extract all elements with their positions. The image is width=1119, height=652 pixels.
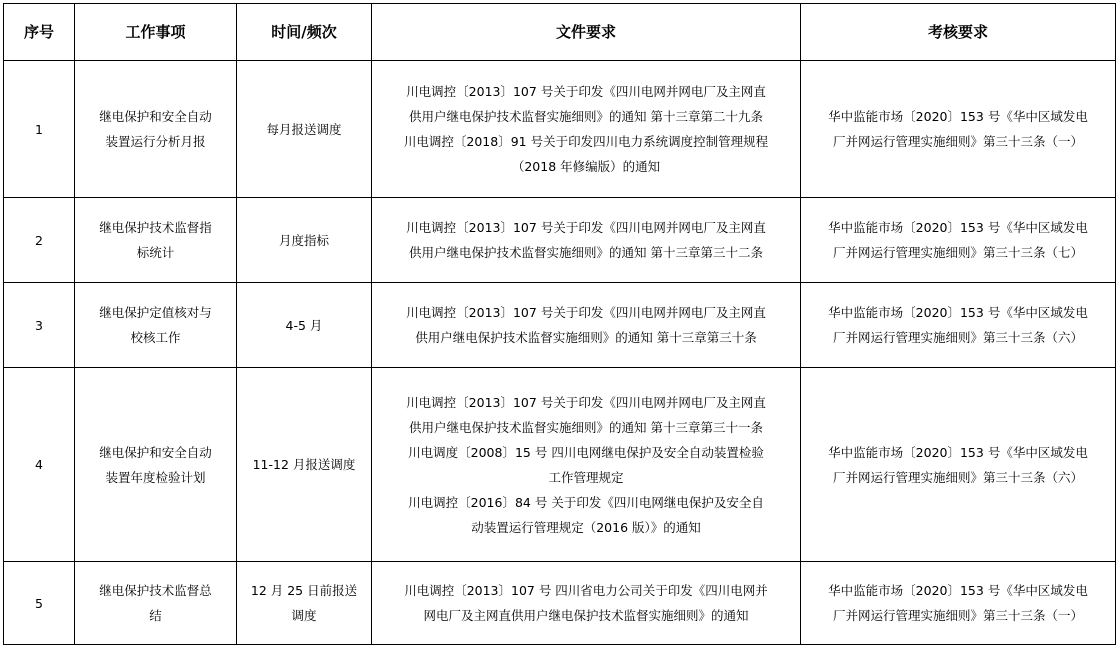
- cell-text: 11-12 月报送调度: [252, 457, 356, 472]
- cell-text: 厂并网运行管理实施细则》第三十三条（七）: [832, 245, 1083, 260]
- cell-frequency: [237, 562, 372, 645]
- header-document: 文件要求: [372, 4, 801, 61]
- cell-text: 川电调控〔2013〕107 号关于印发《四川电网并网电厂及主网直: [406, 84, 766, 99]
- cell-text: 川电调控〔2013〕107 号关于印发《四川电网并网电厂及主网直: [406, 394, 766, 410]
- cell-text: 华中监能市场〔2020〕153 号《华中区域发电: [828, 220, 1088, 235]
- cell-task: [75, 61, 237, 198]
- cell-no: 4: [4, 368, 75, 562]
- cell-no: 3: [4, 283, 75, 368]
- cell-task: [75, 283, 237, 368]
- cell-text: 4-5 月: [285, 317, 323, 333]
- cell-text: 继电保护技术监督指: [99, 220, 212, 235]
- table-row: [4, 198, 1116, 283]
- table-row: [4, 562, 1116, 645]
- cell-frequency: [237, 283, 372, 368]
- cell-document: [372, 61, 801, 198]
- cell-text: 工作管理规定: [548, 469, 624, 485]
- cell-no: 5: [4, 562, 75, 645]
- cell-text: 厂并网运行管理实施细则》第三十三条（六）: [832, 469, 1083, 485]
- cell-document: [372, 283, 801, 368]
- cell-text: 川电调控〔2013〕107 号关于印发《四川电网并网电厂及主网直: [406, 220, 766, 235]
- header-row: [4, 4, 1116, 61]
- header-frequency: 时间/频次: [237, 4, 372, 61]
- cell-no: 2: [4, 198, 75, 283]
- cell-no: 1: [4, 61, 75, 198]
- cell-text: 继电保护和安全自动: [99, 109, 212, 124]
- header-no: 序号: [4, 4, 75, 61]
- cell-text: 继电保护技术监督总: [99, 583, 212, 598]
- table-row: [4, 61, 1116, 198]
- cell-text: 调度: [291, 608, 317, 623]
- cell-text: 华中监能市场〔2020〕153 号《华中区域发电: [828, 305, 1088, 320]
- cell-text: 厂并网运行管理实施细则》第三十三条（一）: [832, 608, 1083, 623]
- cell-text: 每月报送调度: [266, 121, 342, 137]
- cell-text: 继电保护定值核对与: [99, 305, 212, 320]
- cell-task: [75, 368, 237, 562]
- cell-text: （2018 年修编版）的通知: [511, 159, 661, 174]
- cell-text: 供用户继电保护技术监督实施细则》的通知 第十三章第二十九条: [409, 109, 763, 124]
- cell-text: 动装置运行管理规定（2016 版）》的通知: [471, 519, 701, 535]
- cell-assessment: [801, 368, 1116, 562]
- cell-document: [372, 368, 801, 562]
- cell-text: 供用户继电保护技术监督实施细则》的通知 第十三章第三十二条: [409, 245, 763, 260]
- cell-text: 厂并网运行管理实施细则》第三十三条（一）: [832, 134, 1083, 149]
- cell-text: 华中监能市场〔2020〕153 号《华中区域发电: [828, 583, 1088, 598]
- cell-text: 标统计: [136, 245, 175, 260]
- cell-assessment: [801, 283, 1116, 368]
- cell-text: 厂并网运行管理实施细则》第三十三条（六）: [832, 330, 1083, 345]
- cell-text: 结: [149, 608, 162, 623]
- cell-text: 川电调控〔2013〕107 号 四川省电力公司关于印发《四川电网并: [404, 583, 768, 598]
- header-assessment: 考核要求: [801, 4, 1116, 61]
- cell-text: 继电保护和安全自动: [99, 444, 212, 460]
- cell-assessment: [801, 61, 1116, 198]
- cell-frequency: [237, 368, 372, 562]
- cell-document: [372, 198, 801, 283]
- cell-text: 川电调控〔2013〕107 号关于印发《四川电网并网电厂及主网直: [406, 305, 766, 320]
- cell-frequency: [237, 198, 372, 283]
- cell-text: 供用户继电保护技术监督实施细则》的通知 第十三章第三十条: [415, 330, 757, 345]
- cell-text: 装置年度检验计划: [105, 469, 206, 485]
- cell-document: [372, 562, 801, 645]
- header-task: 工作事项: [75, 4, 237, 61]
- cell-text: 华中监能市场〔2020〕153 号《华中区域发电: [828, 109, 1088, 124]
- cell-text: 华中监能市场〔2020〕153 号《华中区域发电: [828, 444, 1088, 460]
- cell-text: 12 月 25 日前报送: [250, 583, 358, 598]
- cell-text: 网电厂及主网直供用户继电保护技术监督实施细则》的通知: [423, 608, 749, 623]
- cell-text: 川电调控〔2018〕91 号关于印发四川电力系统调度控制管理规程: [403, 134, 769, 149]
- cell-task: [75, 562, 237, 645]
- cell-assessment: [801, 198, 1116, 283]
- cell-text: 川电调控〔2016〕84 号 关于印发《四川电网继电保护及安全自: [408, 494, 764, 510]
- cell-text: 川电调度〔2008〕15 号 四川电网继电保护及安全自动装置检验: [408, 444, 764, 460]
- cell-frequency: [237, 61, 372, 198]
- requirements-table: [3, 3, 1116, 645]
- cell-text: 月度指标: [278, 232, 329, 248]
- table-row: [4, 283, 1116, 368]
- table-row: [4, 368, 1116, 562]
- cell-text: 装置运行分析月报: [105, 134, 206, 149]
- cell-text: 校核工作: [130, 330, 181, 345]
- cell-task: [75, 198, 237, 283]
- cell-text: 供用户继电保护技术监督实施细则》的通知 第十三章第三十一条: [409, 419, 763, 435]
- cell-assessment: [801, 562, 1116, 645]
